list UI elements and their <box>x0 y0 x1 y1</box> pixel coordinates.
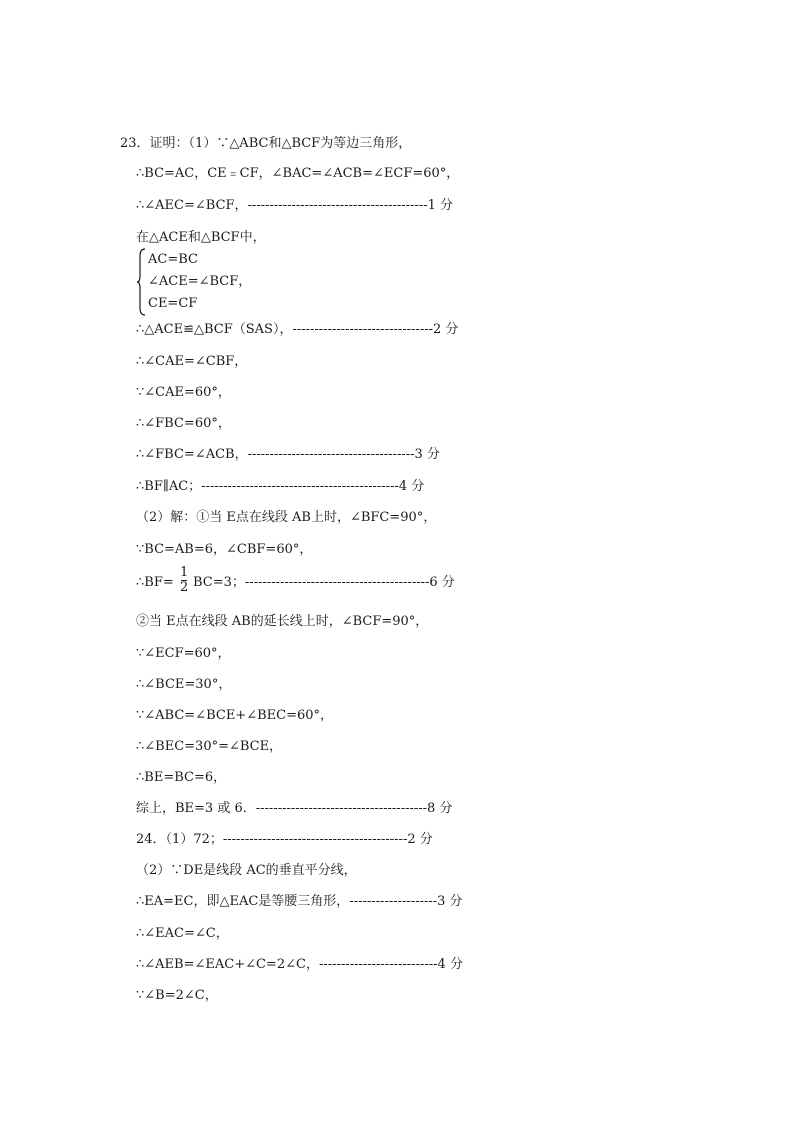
equation-system <box>136 248 296 318</box>
proof-line: ∴∠EAC=∠C， <box>136 926 229 941</box>
proof-line: ∴∠FBC=60°， <box>136 416 231 431</box>
fraction-numerator: 1 <box>180 565 189 580</box>
proof-line: ∴∠AEB=∠EAC+∠C=2∠C，---------------------------4 分 <box>136 957 463 972</box>
proof-line: ∴∠AEC=∠BCF，-----------------------------------------1 分 <box>136 198 454 213</box>
system-row: AC=BC <box>148 252 198 267</box>
proof-line: ∴∠BCE=30°， <box>136 677 232 692</box>
proof-line: ∵BC=AB=6，∠CBF=60°， <box>136 542 313 557</box>
proof-line: ∴BC=AC，CE﹦CF，∠BAC=∠ACB=∠ECF=60°， <box>136 166 460 181</box>
brace-icon <box>136 248 146 316</box>
proof-line: ∴EA=EC，即△EAC是等腰三角形，--------------------3 分 <box>136 894 463 909</box>
proof-line: ∵∠ECF=60°， <box>136 646 231 661</box>
fraction-denominator: 2 <box>180 580 189 595</box>
proof-line: （2）解：①当 E点在线段 AB上时，∠BFC=90°， <box>136 510 437 525</box>
system-row: ∠ACE=∠BCF， <box>148 274 252 289</box>
q24-heading: 24．（1）72；------------------------------------------2 分 <box>136 832 433 847</box>
q23-heading: 23．证明：（1）∵△ABC和△BCF为等边三角形， <box>120 136 412 151</box>
proof-line: ∵∠B=2∠C， <box>136 988 218 1003</box>
proof-line: ∴∠BEC=30°=∠BCE， <box>136 739 283 754</box>
proof-line: BC=3；------------------------------------------6 分 <box>193 575 455 590</box>
system-row: CE=CF <box>148 296 198 311</box>
proof-line: ∵∠CAE=60°， <box>136 385 231 400</box>
proof-line: ∴BF= <box>136 575 174 590</box>
fraction <box>180 566 188 595</box>
proof-line: ∴△ACE≌△BCF（SAS），--------------------------------2 分 <box>136 322 459 337</box>
proof-line: ∴∠FBC=∠ACB，--------------------------------------3 分 <box>136 447 440 462</box>
proof-line: ∴BE=BC=6， <box>136 770 227 785</box>
proof-line: ∴∠CAE=∠CBF， <box>136 354 248 369</box>
proof-line: ②当 E点在线段 AB的延长线上时，∠BCF=90°， <box>136 614 429 629</box>
proof-line: 综上，BE=3 或 6．---------------------------------------8 分 <box>136 801 453 816</box>
proof-line: ∵∠ABC=∠BCE+∠BEC=60°， <box>136 708 334 723</box>
proof-line: 在△ACE和△BCF中， <box>136 230 266 245</box>
proof-line: ∴BF∥AC；---------------------------------------------4 分 <box>136 479 425 494</box>
proof-line: （2）∵DE是线段 AC的垂直平分线， <box>136 863 357 878</box>
